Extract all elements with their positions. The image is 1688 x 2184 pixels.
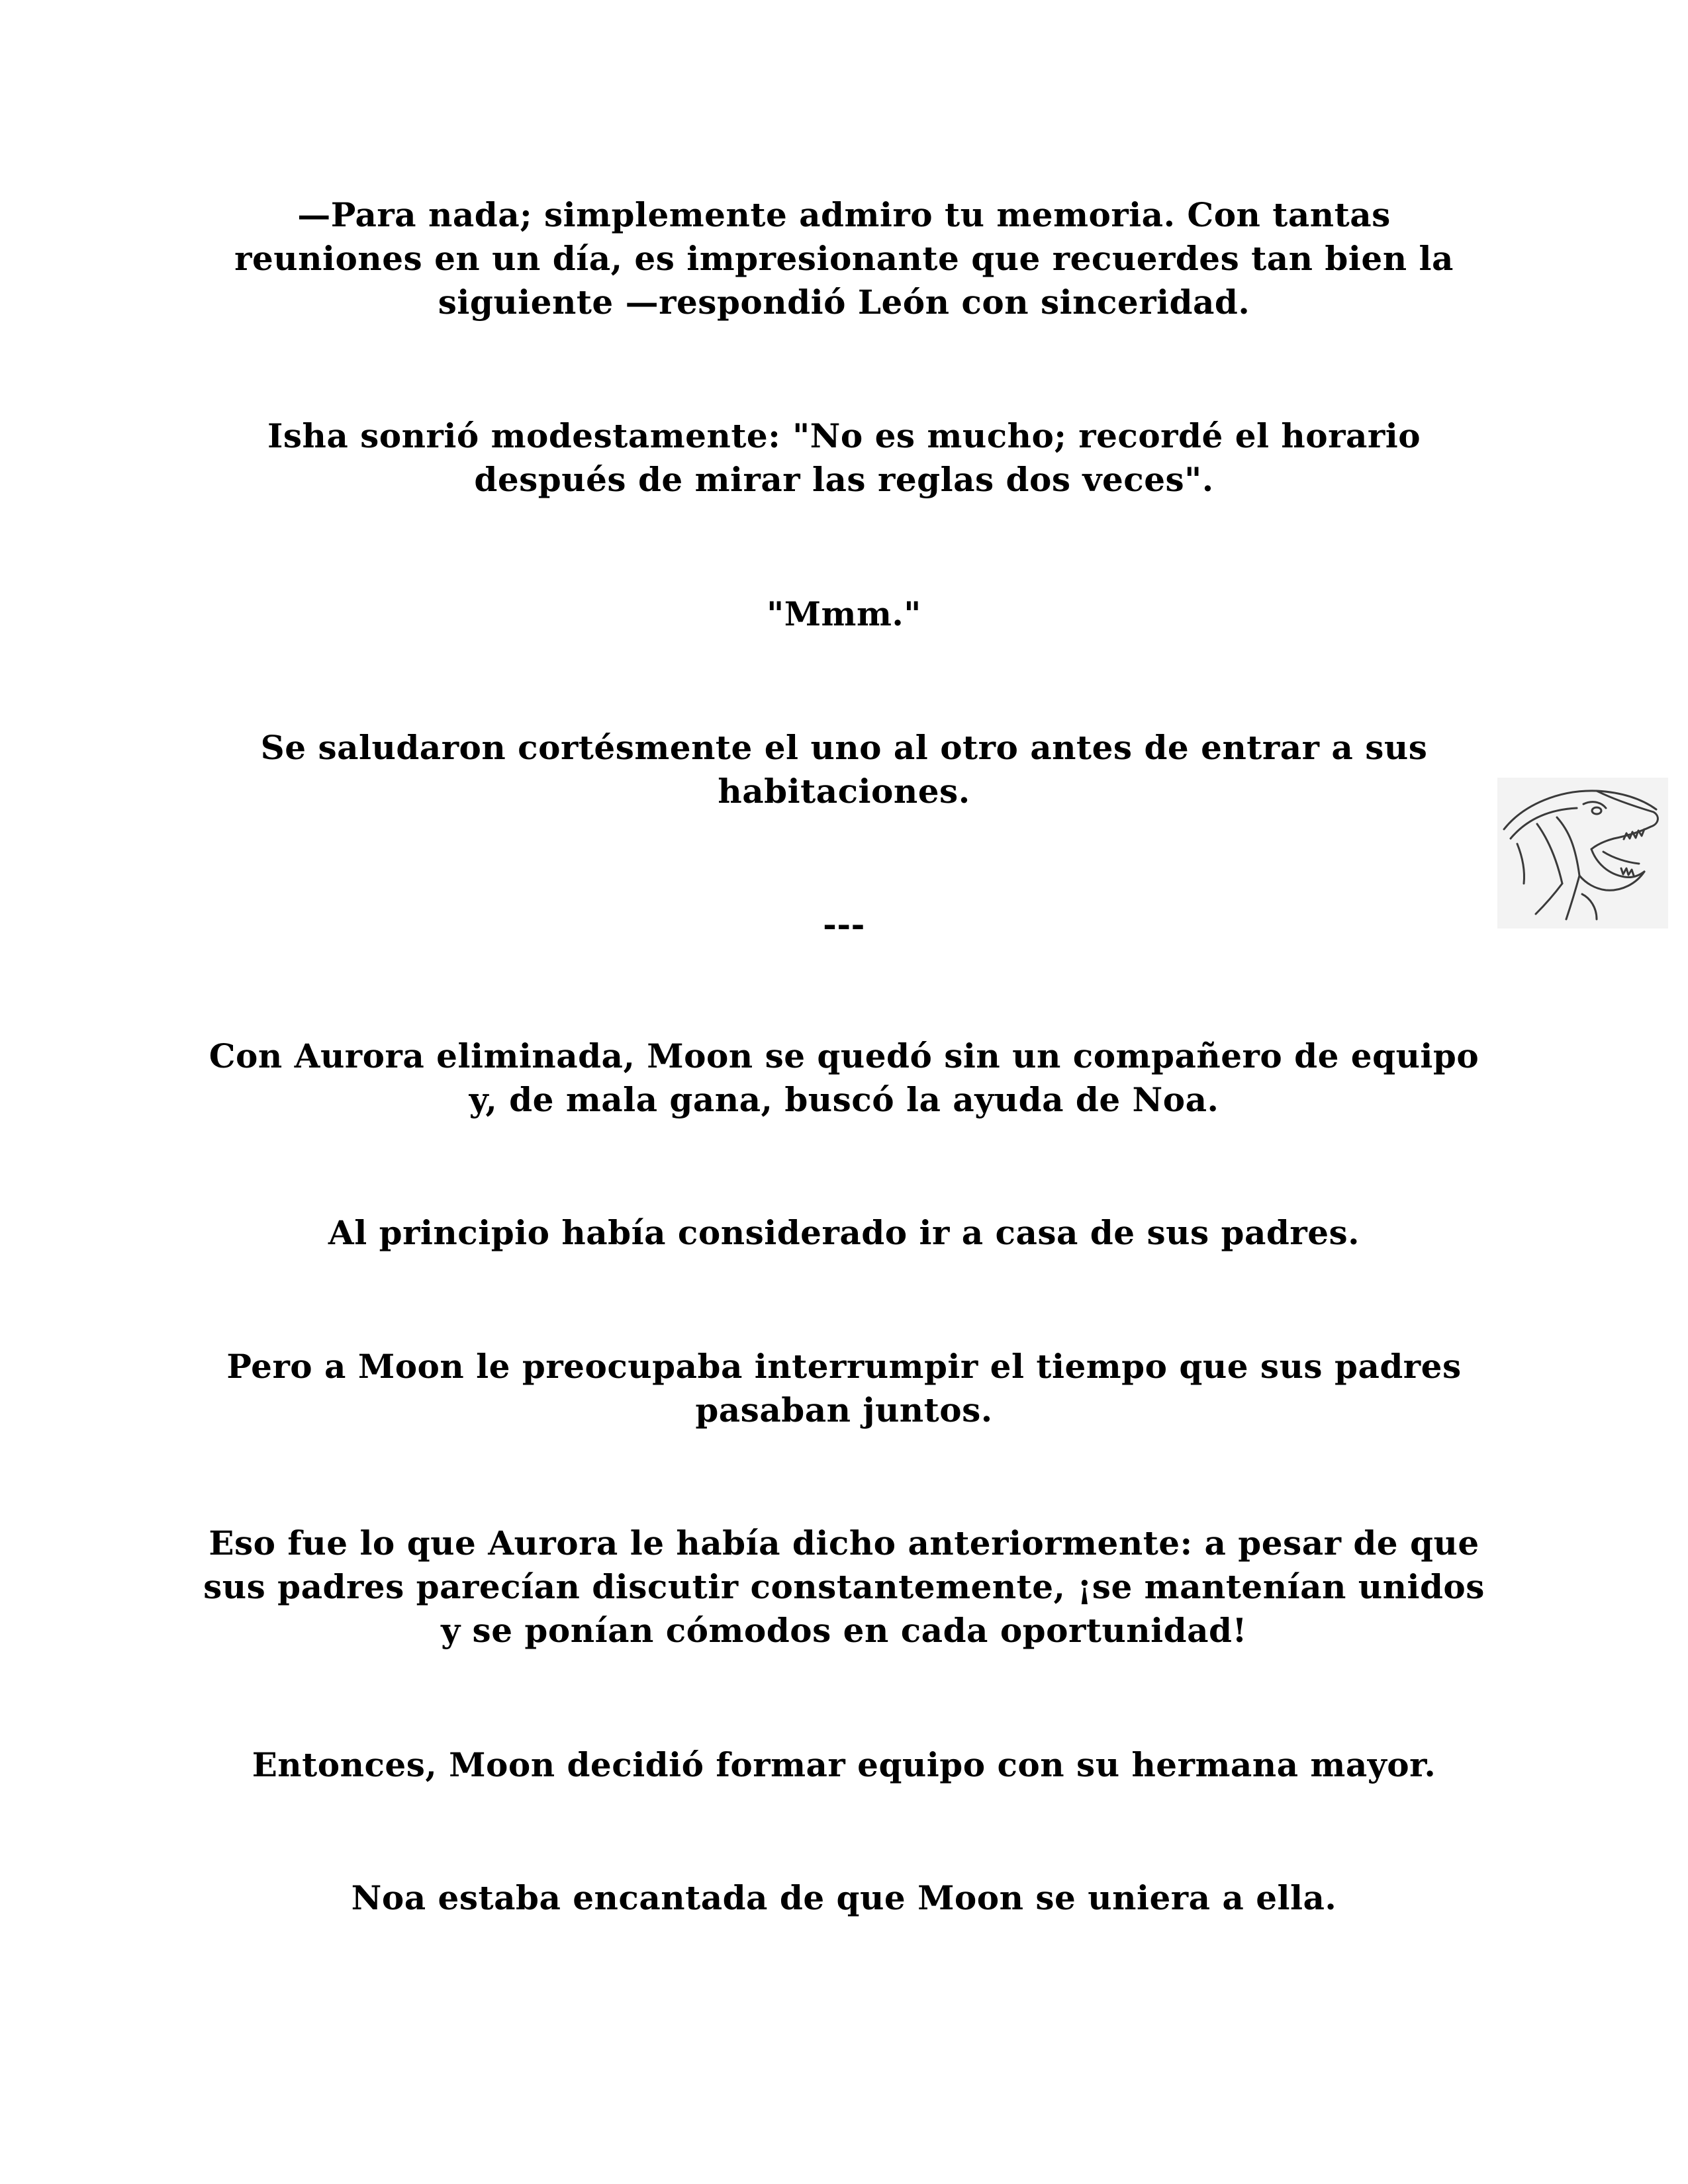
paragraph-10: Noa estaba encantada de que Moon se uniera a ella. <box>351 1878 1337 1917</box>
paragraph-6: Al principio había considerado ir a casa de sus padres. <box>328 1213 1360 1252</box>
paragraph-9: Entonces, Moon decidió formar equipo con su hermana mayor. <box>252 1745 1436 1784</box>
paragraph-1: —Para nada; simplemente admiro tu memoria. Con tantas reuniones en un día, es impresionante que recuerdes tan bien la siguiente —respondió León con sinceridad. <box>234 195 1454 322</box>
paragraph-2: Isha sonrió modestamente: "No es mucho; recordé el horario después de mirar las reglas dos veces". <box>267 416 1421 499</box>
paragraph-7: Pero a Moon le preocupaba interrumpir el tiempo que sus padres pasaban juntos. <box>226 1347 1462 1430</box>
scene-break: --- <box>823 905 865 944</box>
paragraph-4: Se saludaron cortésmente el uno al otro antes de entrar a sus habitaciones. <box>260 728 1428 811</box>
dinosaur-head-sketch-icon <box>1497 778 1668 929</box>
paragraph-8: Eso fue lo que Aurora le había dicho anteriormente: a pesar de que sus padres parecían discutir constantemente, ¡se mantenían unidos y se ponían cómodos en cada oportunidad! <box>203 1524 1485 1650</box>
paragraph-3: "Mmm." <box>767 594 921 633</box>
paragraph-5: Con Aurora eliminada, Moon se quedó sin un compañero de equipo y, de mala gana, buscó la ayuda de Noa. <box>209 1036 1479 1119</box>
